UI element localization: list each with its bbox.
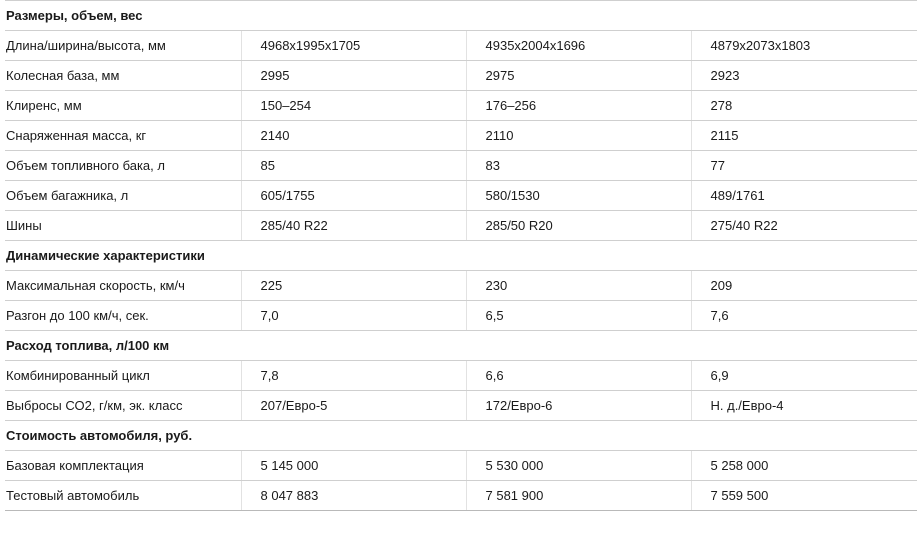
row-label: Снаряженная масса, кг xyxy=(5,121,241,151)
section-title: Расход топлива, л/100 км xyxy=(5,331,917,361)
cell-value: 278 xyxy=(691,91,917,121)
row-label: Максимальная скорость, км/ч xyxy=(5,271,241,301)
table-row xyxy=(5,361,917,391)
row-label: Объем топливного бака, л xyxy=(5,151,241,181)
cell-value: 209 xyxy=(691,271,917,301)
cell-value: 5 530 000 xyxy=(466,451,691,481)
table-row xyxy=(5,181,917,211)
cell-value: 2115 xyxy=(691,121,917,151)
cell-value: 6,6 xyxy=(466,361,691,391)
cell-value: 285/50 R20 xyxy=(466,211,691,241)
cell-value: 2975 xyxy=(466,61,691,91)
row-label: Клиренс, мм xyxy=(5,91,241,121)
cell-value: 225 xyxy=(241,271,466,301)
cell-value: 8 047 883 xyxy=(241,481,466,511)
cell-value: 150–254 xyxy=(241,91,466,121)
section-header xyxy=(5,421,917,451)
table-row xyxy=(5,31,917,61)
section-header xyxy=(5,331,917,361)
cell-value: 85 xyxy=(241,151,466,181)
cell-value: 7,0 xyxy=(241,301,466,331)
row-label: Колесная база, мм xyxy=(5,61,241,91)
cell-value: 7 559 500 xyxy=(691,481,917,511)
row-label: Разгон до 100 км/ч, сек. xyxy=(5,301,241,331)
cell-value: 6,5 xyxy=(466,301,691,331)
section-title: Размеры, объем, вес xyxy=(5,1,917,31)
cell-value: 489/1761 xyxy=(691,181,917,211)
table-row xyxy=(5,451,917,481)
section-title: Стоимость автомобиля, руб. xyxy=(5,421,917,451)
row-label: Длина/ширина/высота, мм xyxy=(5,31,241,61)
cell-value: 83 xyxy=(466,151,691,181)
table-row xyxy=(5,151,917,181)
row-label: Тестовый автомобиль xyxy=(5,481,241,511)
cell-value: 2995 xyxy=(241,61,466,91)
row-label: Объем багажника, л xyxy=(5,181,241,211)
cell-value: 176–256 xyxy=(466,91,691,121)
row-label: Базовая комплектация xyxy=(5,451,241,481)
cell-value: 207/Евро-5 xyxy=(241,391,466,421)
cell-value: 2140 xyxy=(241,121,466,151)
cell-value: Н. д./Евро-4 xyxy=(691,391,917,421)
specs-table xyxy=(5,0,917,511)
cell-value: 77 xyxy=(691,151,917,181)
cell-value: 5 145 000 xyxy=(241,451,466,481)
cell-value: 580/1530 xyxy=(466,181,691,211)
cell-value: 7 581 900 xyxy=(466,481,691,511)
table-row xyxy=(5,211,917,241)
cell-value: 275/40 R22 xyxy=(691,211,917,241)
cell-value: 2110 xyxy=(466,121,691,151)
section-header xyxy=(5,1,917,31)
cell-value: 605/1755 xyxy=(241,181,466,211)
row-label: Шины xyxy=(5,211,241,241)
cell-value: 4968x1995x1705 xyxy=(241,31,466,61)
row-label: Комбинированный цикл xyxy=(5,361,241,391)
table-row xyxy=(5,121,917,151)
table-row xyxy=(5,481,917,511)
table-row xyxy=(5,301,917,331)
section-header xyxy=(5,241,917,271)
table-row xyxy=(5,91,917,121)
table-row xyxy=(5,271,917,301)
cell-value: 172/Евро-6 xyxy=(466,391,691,421)
cell-value: 5 258 000 xyxy=(691,451,917,481)
cell-value: 7,8 xyxy=(241,361,466,391)
table-row xyxy=(5,391,917,421)
cell-value: 285/40 R22 xyxy=(241,211,466,241)
cell-value: 6,9 xyxy=(691,361,917,391)
cell-value: 7,6 xyxy=(691,301,917,331)
cell-value: 4879x2073x1803 xyxy=(691,31,917,61)
section-title: Динамические характеристики xyxy=(5,241,917,271)
table-row xyxy=(5,61,917,91)
row-label: Выбросы СО2, г/км, эк. класс xyxy=(5,391,241,421)
cell-value: 2923 xyxy=(691,61,917,91)
cell-value: 4935x2004x1696 xyxy=(466,31,691,61)
cell-value: 230 xyxy=(466,271,691,301)
